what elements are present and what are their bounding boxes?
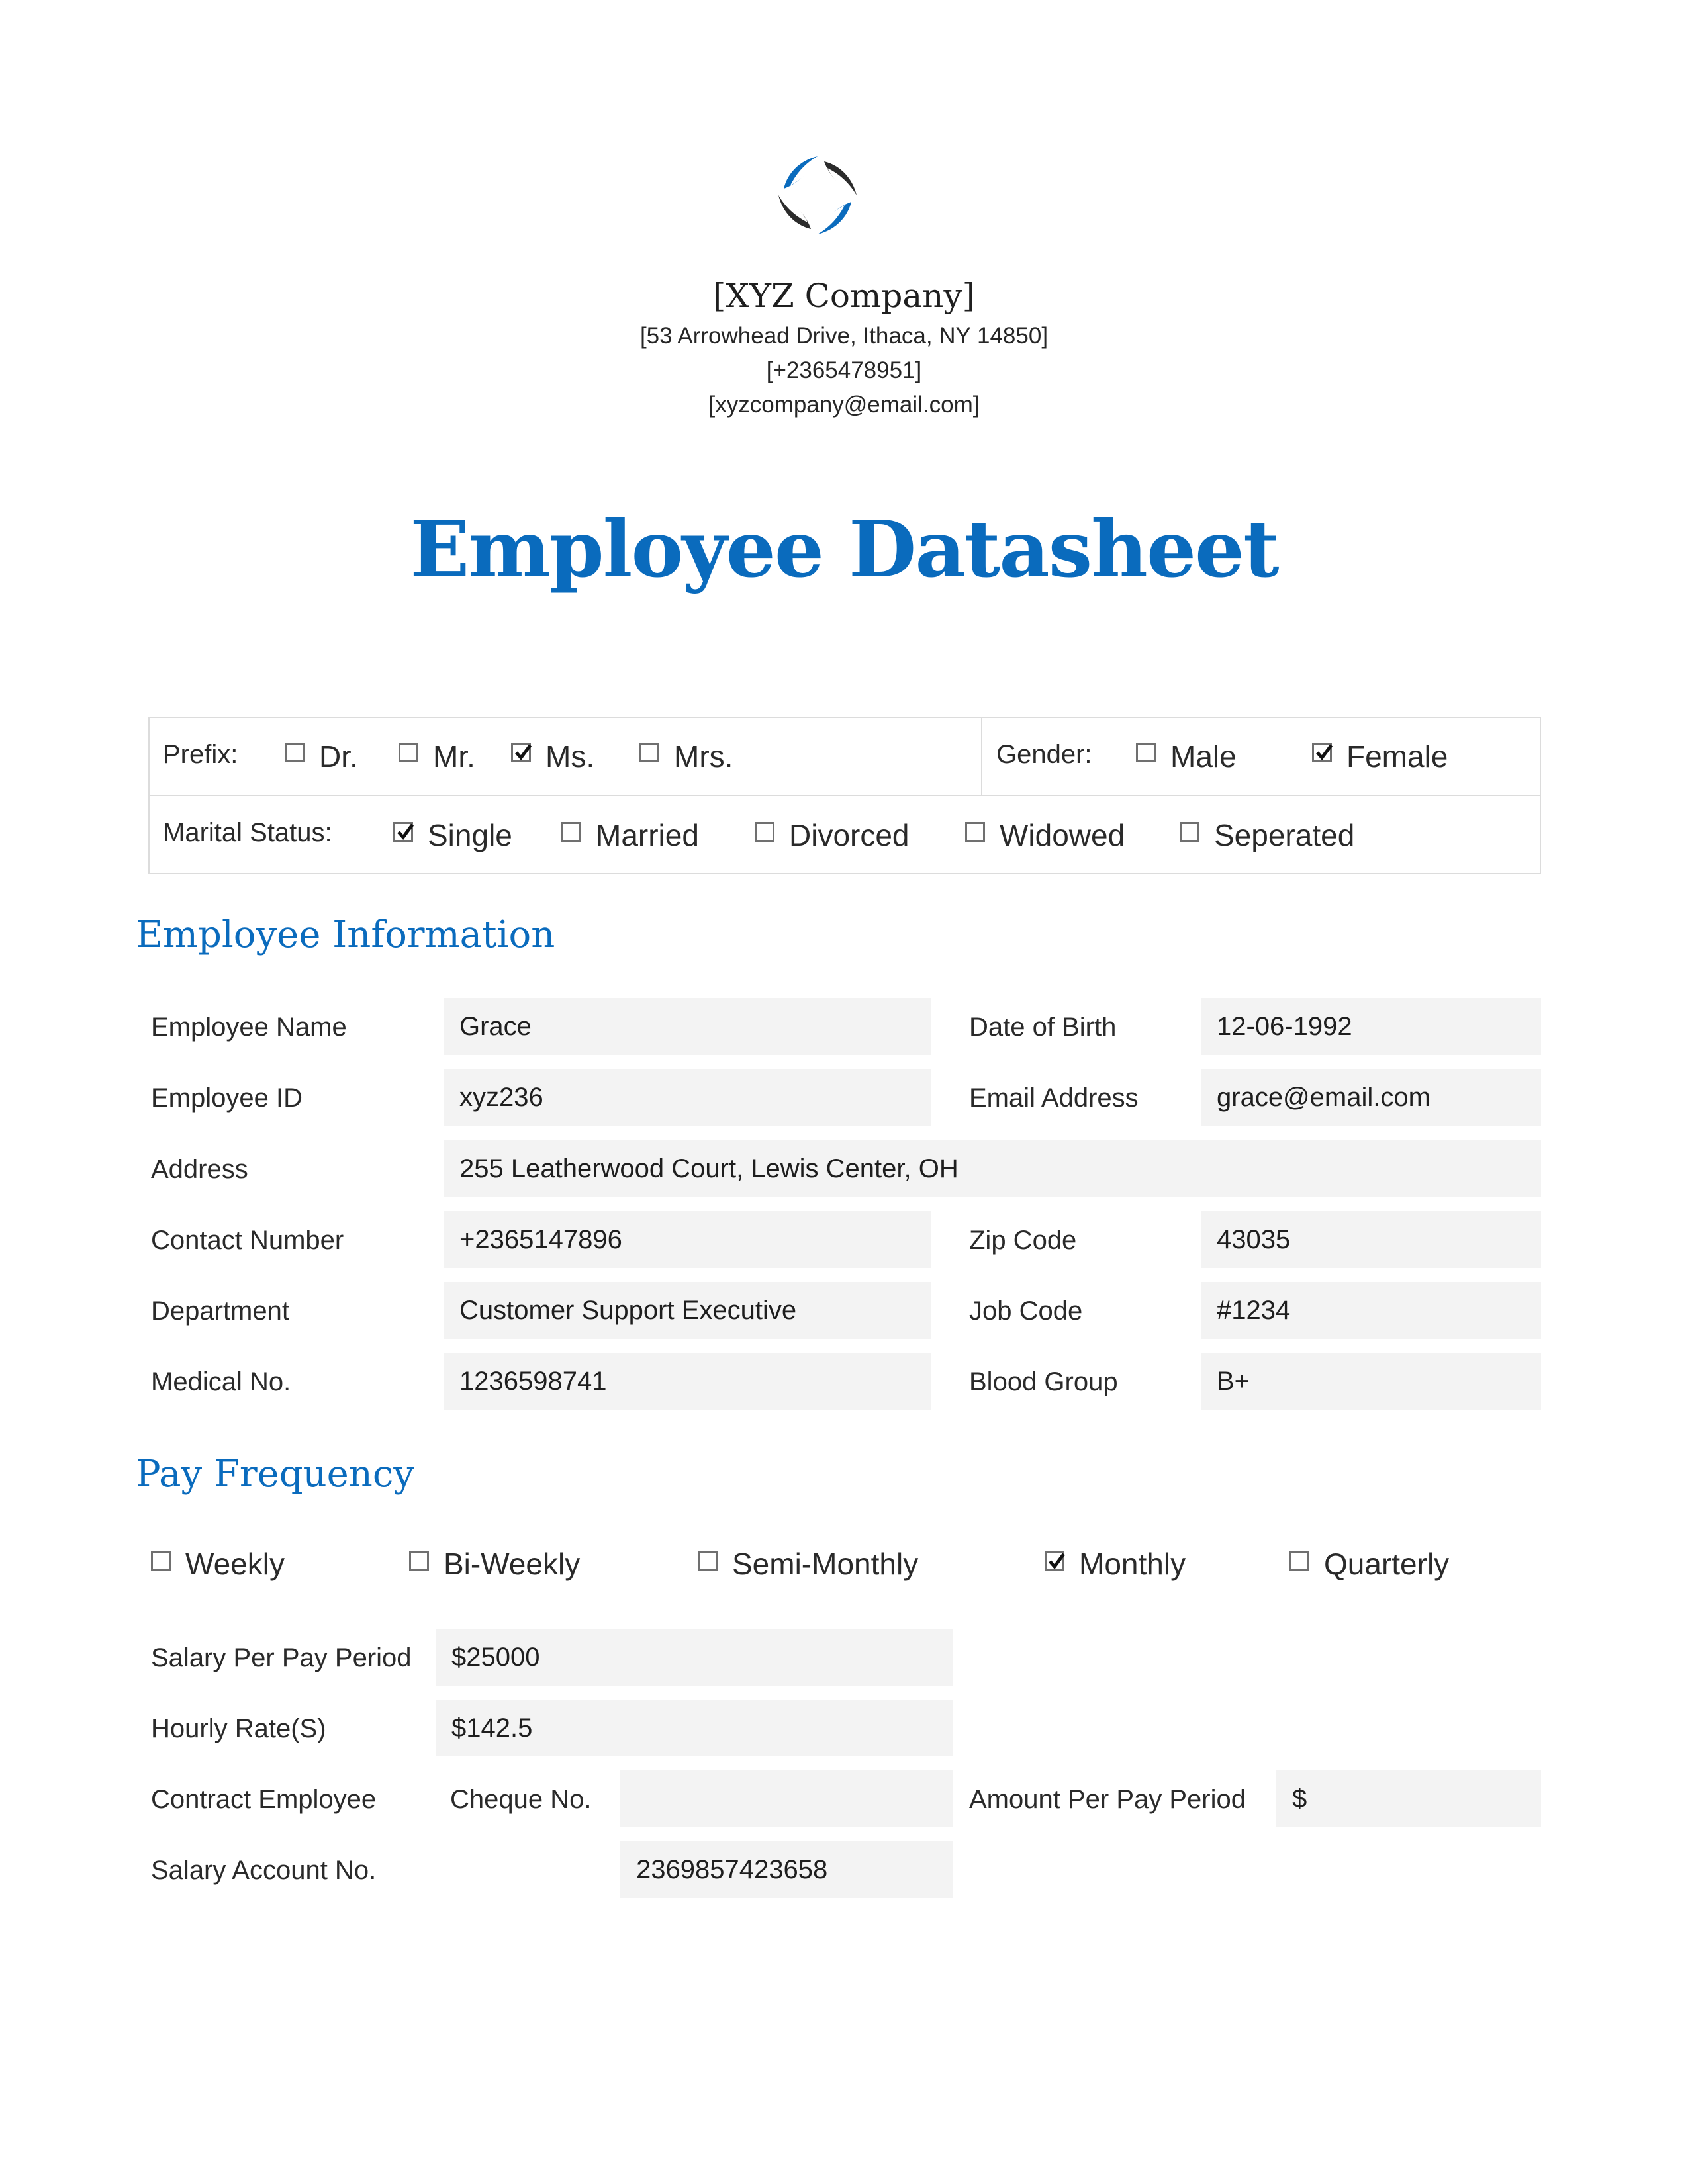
gender-label: Gender: bbox=[996, 740, 1092, 769]
marital-seperated-label: Seperated bbox=[1214, 818, 1355, 852]
marital-divorced-label: Divorced bbox=[789, 818, 910, 852]
cheque-no-label: Cheque No. bbox=[450, 1785, 592, 1814]
salary-per-pay-period-label: Salary Per Pay Period bbox=[151, 1643, 412, 1672]
marital-divorced-checkbox[interactable] bbox=[755, 822, 774, 842]
status-table-divider bbox=[981, 717, 982, 796]
zip-code-field[interactable]: 43035 bbox=[1201, 1211, 1541, 1268]
employee-name-label: Employee Name bbox=[151, 1013, 347, 1042]
pay-frequency-heading: Pay Frequency bbox=[136, 1453, 414, 1496]
company-name: [XYZ Company] bbox=[712, 277, 976, 315]
contact-number-label: Contact Number bbox=[151, 1226, 344, 1255]
prefix-dr-checkbox[interactable] bbox=[285, 743, 305, 762]
hourly-rate-field[interactable]: $142.5 bbox=[436, 1700, 953, 1756]
checkmark-icon bbox=[397, 823, 416, 842]
address-field[interactable]: 255 Leatherwood Court, Lewis Center, OH bbox=[444, 1140, 1541, 1197]
amount-per-pay-period-field[interactable]: $ bbox=[1276, 1770, 1541, 1827]
marital-single-checkbox[interactable] bbox=[393, 822, 413, 842]
date-of-birth-label: Date of Birth bbox=[969, 1013, 1117, 1042]
medical-no-label: Medical No. bbox=[151, 1367, 291, 1396]
job-code-field[interactable]: #1234 bbox=[1201, 1282, 1541, 1339]
prefix-mr-checkbox[interactable] bbox=[399, 743, 418, 762]
status-table-divider bbox=[148, 795, 1541, 796]
pay-monthly-checkbox[interactable] bbox=[1045, 1551, 1064, 1571]
checkmark-icon bbox=[514, 743, 534, 763]
blood-group-field[interactable]: B+ bbox=[1201, 1353, 1541, 1410]
pay-quarterly-checkbox[interactable] bbox=[1289, 1551, 1309, 1571]
contract-employee-label: Contract Employee bbox=[151, 1785, 377, 1814]
email-address-label: Email Address bbox=[969, 1083, 1139, 1113]
employee-id-label: Employee ID bbox=[151, 1083, 303, 1113]
marital-seperated-checkbox[interactable] bbox=[1180, 822, 1199, 842]
employee-name-field[interactable]: Grace bbox=[444, 998, 931, 1055]
gender-male-label: Male bbox=[1170, 739, 1237, 774]
department-field[interactable]: Customer Support Executive bbox=[444, 1282, 931, 1339]
employee-id-field[interactable]: xyz236 bbox=[444, 1069, 931, 1126]
company-email: [xyzcompany@email.com] bbox=[708, 392, 980, 418]
checkmark-icon bbox=[1315, 743, 1335, 763]
marital-married-checkbox[interactable] bbox=[561, 822, 581, 842]
date-of-birth-field[interactable]: 12-06-1992 bbox=[1201, 998, 1541, 1055]
company-logo-icon bbox=[774, 152, 861, 238]
prefix-label: Prefix: bbox=[163, 740, 238, 769]
page-title: Employee Datasheet bbox=[410, 503, 1278, 595]
prefix-ms-checkbox[interactable] bbox=[511, 743, 531, 762]
pay-monthly-label: Monthly bbox=[1079, 1547, 1186, 1581]
zip-code-label: Zip Code bbox=[969, 1226, 1077, 1255]
marital-widowed-label: Widowed bbox=[1000, 818, 1125, 852]
department-label: Department bbox=[151, 1297, 289, 1326]
gender-female-checkbox[interactable] bbox=[1312, 743, 1332, 762]
marital-married-label: Married bbox=[596, 818, 699, 852]
salary-account-no-field[interactable]: 2369857423658 bbox=[620, 1841, 953, 1898]
prefix-mr-label: Mr. bbox=[433, 739, 475, 774]
pay-weekly-checkbox[interactable] bbox=[151, 1551, 171, 1571]
salary-account-no-label: Salary Account No. bbox=[151, 1856, 377, 1885]
hourly-rate-label: Hourly Rate(S) bbox=[151, 1714, 326, 1743]
pay-semimonthly-checkbox[interactable] bbox=[698, 1551, 718, 1571]
pay-biweekly-label: Bi-Weekly bbox=[444, 1547, 581, 1581]
prefix-ms-label: Ms. bbox=[545, 739, 595, 774]
marital-status-label: Marital Status: bbox=[163, 818, 332, 847]
company-phone: [+2365478951] bbox=[766, 357, 922, 383]
cheque-no-field[interactable] bbox=[620, 1770, 953, 1827]
contact-number-field[interactable]: +2365147896 bbox=[444, 1211, 931, 1268]
prefix-dr-label: Dr. bbox=[319, 739, 358, 774]
gender-female-label: Female bbox=[1346, 739, 1448, 774]
salary-per-pay-period-field[interactable]: $25000 bbox=[436, 1629, 953, 1686]
job-code-label: Job Code bbox=[969, 1297, 1083, 1326]
prefix-mrs-label: Mrs. bbox=[674, 739, 733, 774]
email-address-field[interactable]: grace@email.com bbox=[1201, 1069, 1541, 1126]
address-label: Address bbox=[151, 1155, 248, 1184]
pay-quarterly-label: Quarterly bbox=[1324, 1547, 1450, 1581]
employee-information-heading: Employee Information bbox=[136, 913, 555, 956]
blood-group-label: Blood Group bbox=[969, 1367, 1118, 1396]
gender-male-checkbox[interactable] bbox=[1136, 743, 1156, 762]
marital-single-label: Single bbox=[428, 818, 512, 852]
prefix-mrs-checkbox[interactable] bbox=[639, 743, 659, 762]
amount-per-pay-period-label: Amount Per Pay Period bbox=[969, 1785, 1246, 1814]
pay-biweekly-checkbox[interactable] bbox=[409, 1551, 429, 1571]
marital-widowed-checkbox[interactable] bbox=[965, 822, 985, 842]
pay-semimonthly-label: Semi-Monthly bbox=[732, 1547, 919, 1581]
pay-weekly-label: Weekly bbox=[185, 1547, 285, 1581]
company-address: [53 Arrowhead Drive, Ithaca, NY 14850] bbox=[639, 323, 1049, 349]
medical-no-field[interactable]: 1236598741 bbox=[444, 1353, 931, 1410]
checkmark-icon bbox=[1048, 1552, 1068, 1572]
